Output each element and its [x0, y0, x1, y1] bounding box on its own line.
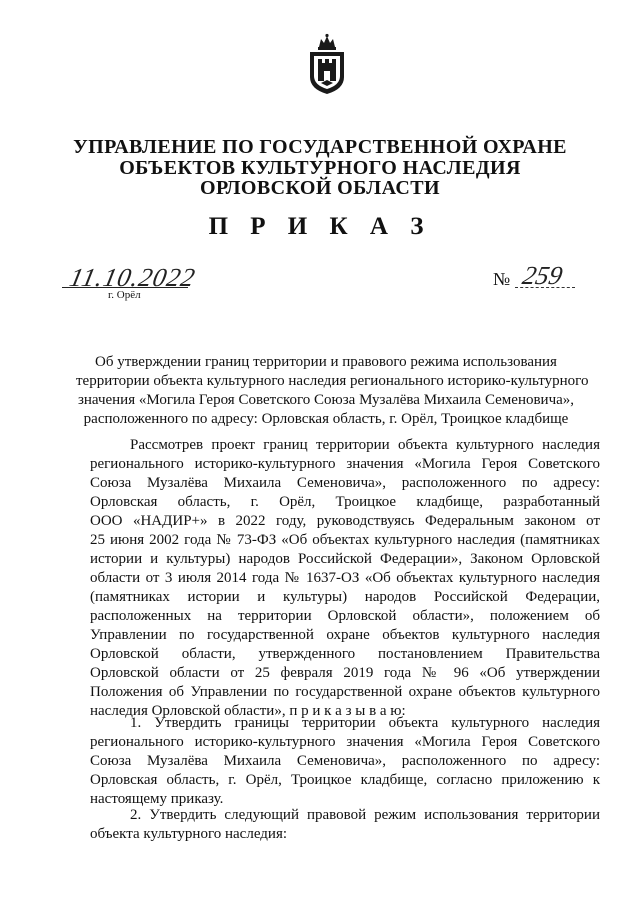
text-line: Орловская область, г. Орёл, Троицкое кладбище, разработанный [90, 494, 600, 510]
text-line: расположенных на территории Орловской области», положением об [90, 608, 600, 624]
organization-name-line-3: ОРЛОВСКОЙ ОБЛАСТИ [200, 177, 440, 199]
preamble-paragraph [90, 436, 600, 721]
text-line: регионального историко-культурного значения «Могила Героя Советского [90, 456, 600, 472]
order-item-2 [90, 806, 600, 844]
text-line: 2. Утвердить следующий правовой режим использования территории [130, 807, 600, 823]
order-subject [76, 353, 589, 429]
text-line: Орловской области от 25 февраля 2019 года № 96 «Об утверждении [90, 665, 600, 681]
text-line: настоящему приказу. [90, 791, 224, 807]
subject-line: значения «Могила Героя Советского Союза Музалёва Михаила Семеновича», [77, 392, 575, 408]
handwritten-order-number: 259 [520, 261, 566, 290]
text-line: ООО «НАДИР+» в 2022 году, руководствуясь Федеральным законом от [90, 513, 600, 529]
text-line: 25 июня 2002 года № 73-ФЗ «Об объектах культурного наследия (памятниках [90, 532, 600, 548]
text-line: Положения об Управлении по государственной охране объектов культурного [90, 684, 600, 700]
text-line: Союза Музалёва Михаила Семеновича», расположенного по адресу: [90, 475, 600, 491]
text-line: Управлении по государственной охране объектов культурного наследия [90, 627, 600, 643]
text-line: Орловской области, утвержденного постановлением Правительства [90, 646, 600, 662]
subject-line: расположенного по адресу: Орловская область, г. Орёл, Троицкое кладбище [83, 411, 569, 427]
text-line: наследия Орловской области», п р и к а з ы в а ю: [90, 703, 406, 719]
organization-name-line-1: УПРАВЛЕНИЕ ПО ГОСУДАРСТВЕННОЙ ОХРАНЕ [73, 136, 567, 158]
organization-name-line-2: ОБЪЕКТОВ КУЛЬТУРНОГО НАСЛЕДИЯ [119, 157, 521, 179]
order-item-1 [90, 714, 600, 809]
text-line: объекта культурного наследия: [90, 826, 288, 842]
subject-line: территории объекта культурного наследия регионального историко-культурного [76, 373, 589, 389]
text-line: Орловская область, г. Орёл, Троицкое кладбище, согласно приложению к [90, 772, 600, 788]
text-line: истории и культуры) народов Российской Федерации», Законом Орловской [90, 551, 600, 567]
document-type-title: П Р И К А З [208, 213, 432, 240]
text-line: регионального историко-культурного значения «Могила Героя Советского [90, 734, 600, 750]
city-label: г. Орёл [108, 289, 141, 301]
subject-line: Об утверждении границ территории и правового режима использования [95, 354, 557, 370]
text-line: области от 3 июля 2014 года № 1637-ОЗ «Об объектах культурного наследия [90, 570, 600, 586]
number-label: № [493, 269, 511, 289]
handwritten-date: 11.10.2022 [67, 263, 199, 292]
coat-of-arms-emblem [307, 33, 347, 96]
text-line: 1. Утвердить границы территории объекта культурного наследия [130, 715, 600, 731]
number-underline [515, 287, 575, 288]
text-line: Союза Музалёва Михаила Семеновича», расположенного по адресу: [90, 753, 600, 769]
text-line: Рассмотрев проект границ территории объекта культурного наследия [130, 437, 600, 453]
text-line: (памятниках истории и культуры) народов Российской Федерации, [90, 589, 600, 605]
date-underline [62, 287, 188, 288]
